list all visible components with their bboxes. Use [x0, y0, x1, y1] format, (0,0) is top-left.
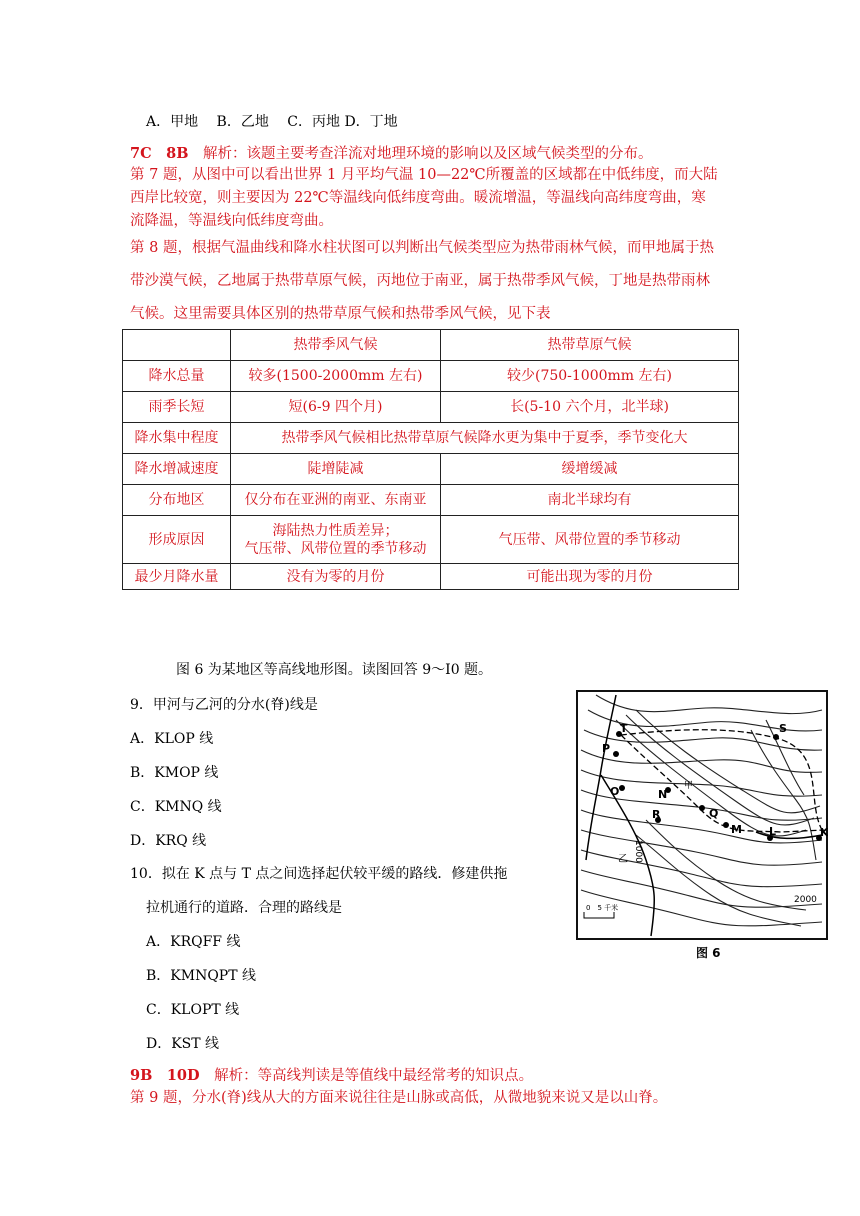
- table-row: [123, 485, 739, 516]
- row-label: 降水集中程度: [123, 423, 231, 454]
- table-row: [123, 564, 739, 590]
- answer-7-8-header: [130, 142, 652, 163]
- monsoon-cell: 较多(1500-2000mm 左右): [231, 361, 441, 392]
- savanna-cell: 气压带、风带位置的季节移动: [441, 516, 739, 564]
- row-label: 分布地区: [123, 485, 231, 516]
- q7-analysis-line-1: 第 7 题，从图中可以看出世界 1 月平均气温 10—22℃所覆盖的区域都在中低纬度，而大陆: [130, 167, 718, 183]
- q10-option-d: D．KST 线: [146, 1036, 220, 1052]
- q9-option-b: B．KMOP 线: [130, 765, 219, 781]
- q9-analysis-line: 第 9 题，分水(脊)线从大的方面来说往往是山脉或高低，从微地貌来说又是以山脊。: [130, 1090, 668, 1106]
- answer-7-8-key: 7C 8B: [130, 145, 189, 162]
- monsoon-cause-line-1: 海陆热力性质差异；: [272, 522, 399, 539]
- q10-stem-line-2: 拉机通行的道路．合理的路线是: [146, 900, 342, 916]
- monsoon-cell: [231, 516, 441, 564]
- label-P: P: [602, 742, 611, 755]
- table-row: [123, 516, 739, 564]
- monsoon-cell: 短(6-9 四个月): [231, 392, 441, 423]
- figure-intro: 图 6 为某地区等高线地形图。读图回答 9～I0 题。: [176, 662, 493, 678]
- label-R: R: [652, 808, 661, 821]
- q8-analysis-line-1: 第 8 题，根据气温曲线和降水柱状图可以判断出气候类型应为热带雨林气候，而甲地属于热: [130, 240, 714, 256]
- q9-option-c: C．KMNQ 线: [130, 799, 222, 815]
- table-header-monsoon: 热带季风气候: [231, 330, 441, 361]
- monsoon-cause-line-2: 气压带、风带位置的季节移动: [244, 540, 427, 557]
- row-label: 降水总量: [123, 361, 231, 392]
- label-Q: Q: [709, 807, 719, 820]
- table-row: [123, 454, 739, 485]
- table-row: [123, 361, 739, 392]
- answer-9-10-header: [130, 1064, 533, 1085]
- answer-7-8-head: 解析：该题主要考查洋流对地理环境的影响以及区域气候类型的分布。: [188, 146, 653, 162]
- table-header-row: [123, 330, 739, 361]
- climate-comparison-table: [122, 329, 739, 590]
- contour-map: [576, 690, 828, 940]
- label-S: S: [779, 722, 787, 735]
- label-L: L: [769, 825, 777, 838]
- label-K: K: [820, 826, 828, 839]
- table-row: [123, 423, 739, 454]
- answer-9-10-head: 解析：等高线判读是等值线中最经常考的知识点。: [199, 1068, 534, 1084]
- savanna-cell: 可能出现为零的月份: [441, 564, 739, 590]
- figure-caption: 图 6: [696, 946, 721, 960]
- row-label: 雨季长短: [123, 392, 231, 423]
- table-header-savanna: 热带草原气候: [441, 330, 739, 361]
- q9-stem: 9．甲河与乙河的分水(脊)线是: [130, 697, 318, 713]
- answer-9-10-key: 9B 10D: [130, 1067, 200, 1084]
- label-N: N: [658, 788, 668, 801]
- q7-analysis-line-3: 流降温，等温线向低纬度弯曲。: [130, 213, 333, 229]
- monsoon-cell: 没有为零的月份: [231, 564, 441, 590]
- savanna-cell: 南北半球均有: [441, 485, 739, 516]
- scale-label: 0 5 千米: [586, 904, 619, 912]
- q10-stem-line-1: 10．拟在 K 点与 T 点之间选择起伏较平缓的路线．修建供拖: [130, 866, 508, 882]
- savanna-cell: 缓增缓减: [441, 454, 739, 485]
- contour-map-figure: [576, 690, 828, 960]
- monsoon-cell: 仅分布在亚洲的南亚、东南亚: [231, 485, 441, 516]
- row-label: 最少月降水量: [123, 564, 231, 590]
- table-header-empty: [123, 330, 231, 361]
- q9-option-d: D．KRQ 线: [130, 833, 207, 849]
- monsoon-cell: 陡增陡减: [231, 454, 441, 485]
- q9-option-a: A．KLOP 线: [130, 731, 214, 747]
- label-O: O: [610, 785, 620, 798]
- label-M: M: [731, 823, 742, 836]
- map-frame: [577, 691, 827, 939]
- row-label: 形成原因: [123, 516, 231, 564]
- contour-1000-label: 1000: [633, 840, 643, 863]
- q7-analysis-line-2: 西岸比较宽，则主要因为 22℃等温线向低纬度弯曲。暖流增温，等温线向高纬度弯曲，寒: [130, 190, 706, 206]
- table-row: [123, 392, 739, 423]
- q8-analysis-line-3: 气候。这里需要具体区别的热带草原气候和热带季风气候，见下表: [130, 306, 551, 322]
- q10-option-c: C．KLOPT 线: [146, 1002, 240, 1018]
- q10-option-b: B．KMNQPT 线: [146, 968, 257, 984]
- row-label: 降水增减速度: [123, 454, 231, 485]
- prev-question-options: A．甲地 B．乙地 C．丙地 D．丁地: [146, 114, 398, 130]
- q8-analysis-line-2: 带沙漠气候，乙地属于热带草原气候，丙地位于南亚，属于热带季风气候，丁地是热带雨林: [130, 273, 710, 289]
- q10-option-a: A．KRQFF 线: [146, 934, 241, 950]
- contour-2000-label: 2000: [794, 895, 817, 905]
- river-jia-label: 甲: [684, 781, 694, 791]
- savanna-cell: 较少(750-1000mm 左右): [441, 361, 739, 392]
- river-yi-label: 乙: [618, 854, 628, 865]
- label-T: T: [620, 722, 628, 735]
- merged-cell: 热带季风气候相比热带草原气候降水更为集中于夏季，季节变化大: [231, 423, 739, 454]
- savanna-cell: 长(5-10 六个月，北半球): [441, 392, 739, 423]
